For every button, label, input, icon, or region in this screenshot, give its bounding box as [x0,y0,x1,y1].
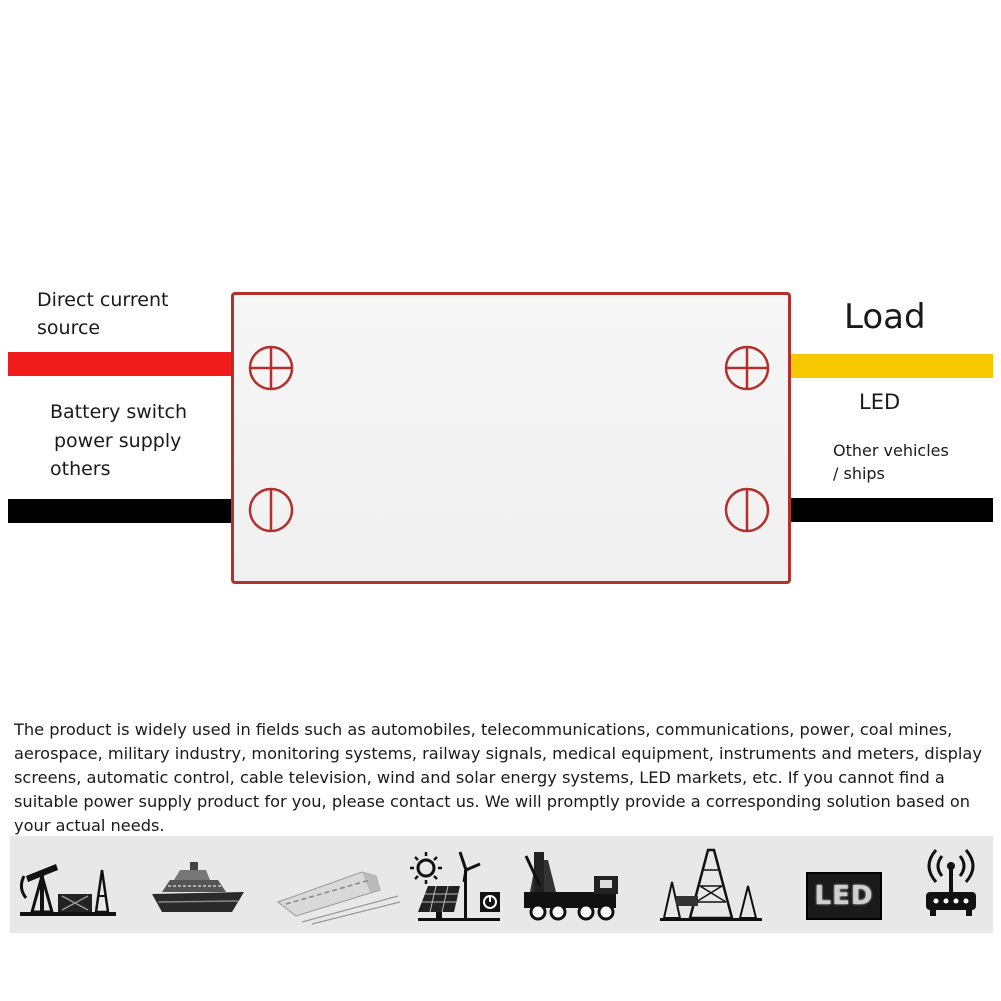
battery-label-line3: others [50,458,111,480]
application-icons-strip [10,836,993,933]
plus-terminal-icon [248,345,294,391]
battery-label-line2: power supply [54,430,182,452]
other-vehicles-label-line2: / ships [833,464,885,483]
output-positive-wire-yellow [787,354,993,378]
led-label: LED [859,390,901,414]
train-icon [272,846,402,926]
crane-truck-icon [516,846,626,926]
input-positive-wire-red [8,352,234,376]
other-vehicles-label-line1: Other vehicles [833,441,949,460]
wifi-router-icon [916,846,986,926]
plus-terminal-icon [724,345,770,391]
ship-icon [148,846,248,926]
led-sign-text: LED [814,881,874,911]
source-label-line1: Direct current [37,289,169,311]
product-description: The product is widely used in fields such as automobiles, telecommunications, communications, power, coal mines, aerospace, military industry, monitoring systems, railway signals, medical equipment, instruments and meters, display screens, automatic control, cable television, wind and solar energy systems, LED markets, etc. If you cannot find a suitable power supply product for you, please contact us. We will promptly provide a corresponding solution based on your actual needs. [14,720,982,835]
solar-wind-icon [408,846,508,926]
oil-rig-icon [656,846,766,926]
minus-terminal-icon [248,487,294,533]
oil-pump-icon [18,846,118,926]
input-negative-wire-black [8,499,234,523]
load-label: Load [844,297,926,337]
output-negative-wire-black [787,498,993,522]
minus-terminal-icon [724,487,770,533]
converter-module [231,292,791,584]
source-label-line2: source [37,317,101,339]
led-sign-icon [806,872,882,920]
battery-label-line1: Battery switch [50,401,188,423]
